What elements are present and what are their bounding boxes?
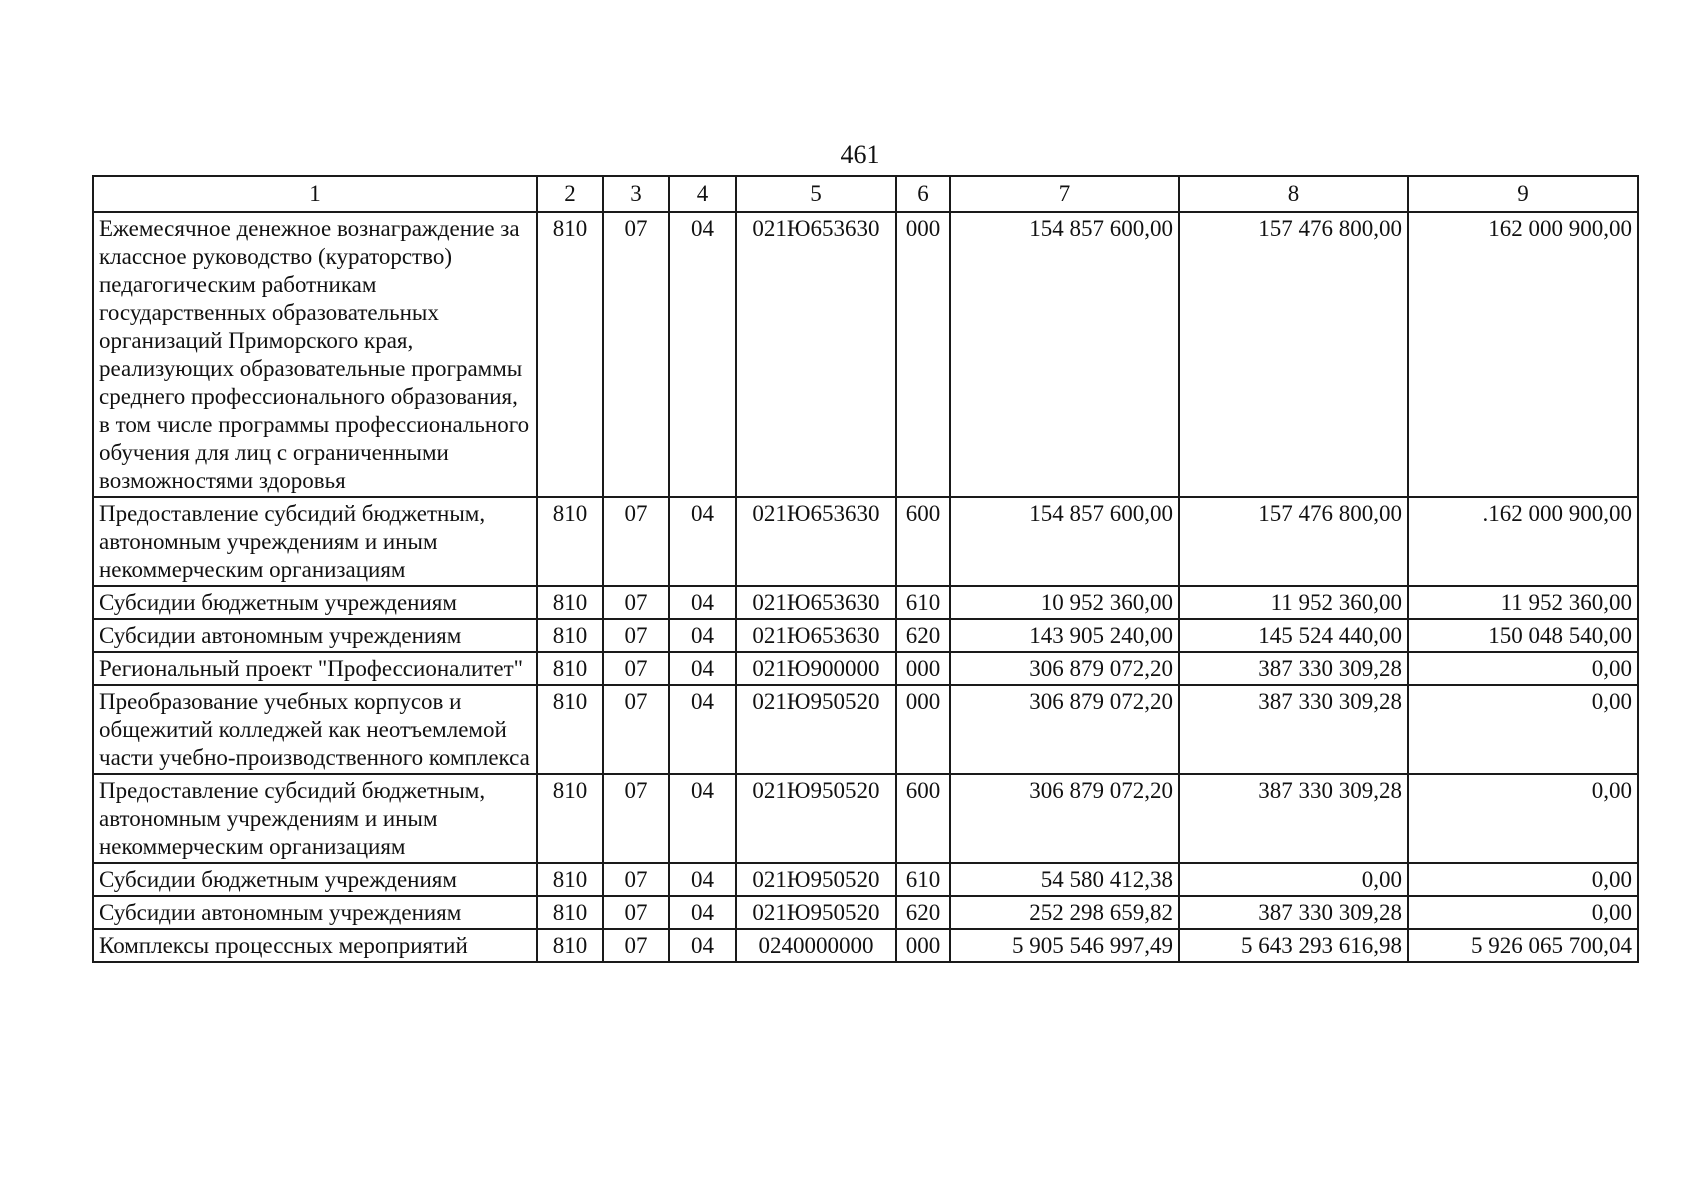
table-row: [93, 929, 1638, 962]
section-code: 07: [603, 497, 669, 586]
amount-year-3: 0,00: [1408, 774, 1638, 863]
amount-year-3: 0,00: [1408, 685, 1638, 774]
table-row: [93, 652, 1638, 685]
subsection-code: 04: [669, 652, 736, 685]
amount-year-3: 0,00: [1408, 896, 1638, 929]
target-article-code: 0240000000: [736, 929, 896, 962]
table-row: [93, 774, 1638, 863]
row-name: Предоставление субсидий бюджетным, автономным учреждениям и иным некоммерческим организациям: [93, 774, 537, 863]
column-header: 9: [1408, 176, 1638, 212]
column-header: 4: [669, 176, 736, 212]
section-code: 07: [603, 929, 669, 962]
amount-year-2: 387 330 309,28: [1179, 652, 1408, 685]
subsection-code: 04: [669, 929, 736, 962]
amount-year-1: 306 879 072,20: [950, 774, 1179, 863]
column-header: 3: [603, 176, 669, 212]
table-row: [93, 619, 1638, 652]
subsection-code: 04: [669, 863, 736, 896]
row-name: Региональный проект "Профессионалитет": [93, 652, 537, 685]
table-row: [93, 497, 1638, 586]
ministry-code: 810: [537, 863, 603, 896]
amount-year-3: 162 000 900,00: [1408, 212, 1638, 497]
amount-year-2: 387 330 309,28: [1179, 774, 1408, 863]
ministry-code: 810: [537, 619, 603, 652]
amount-year-1: 154 857 600,00: [950, 497, 1179, 586]
row-name: Ежемесячное денежное вознаграждение за классное руководство (кураторство) педагогическим работникам государственных образовательных организаций Приморского края, реализующих образовательные программы среднего профессионального образования, в том числе программы профессионального обучения для лиц с ограниченными возможностями здоровья: [93, 212, 537, 497]
ministry-code: 810: [537, 497, 603, 586]
amount-year-2: 5 643 293 616,98: [1179, 929, 1408, 962]
ministry-code: 810: [537, 685, 603, 774]
subsection-code: 04: [669, 212, 736, 497]
header-row: [93, 176, 1638, 212]
ministry-code: 810: [537, 212, 603, 497]
expense-type-code: 620: [896, 896, 950, 929]
amount-year-3: 11 952 360,00: [1408, 586, 1638, 619]
ministry-code: 810: [537, 929, 603, 962]
target-article-code: 021Ю950520: [736, 863, 896, 896]
amount-year-1: 143 905 240,00: [950, 619, 1179, 652]
table-row: [93, 685, 1638, 774]
amount-year-1: 306 879 072,20: [950, 652, 1179, 685]
section-code: 07: [603, 685, 669, 774]
amount-year-3: 5 926 065 700,04: [1408, 929, 1638, 962]
amount-year-2: 387 330 309,28: [1179, 896, 1408, 929]
amount-year-2: 11 952 360,00: [1179, 586, 1408, 619]
amount-year-3: 150 048 540,00: [1408, 619, 1638, 652]
ministry-code: 810: [537, 652, 603, 685]
target-article-code: 021Ю950520: [736, 774, 896, 863]
row-name: Субсидии бюджетным учреждениям: [93, 863, 537, 896]
target-article-code: 021Ю950520: [736, 685, 896, 774]
section-code: 07: [603, 896, 669, 929]
target-article-code: 021Ю653630: [736, 619, 896, 652]
subsection-code: 04: [669, 685, 736, 774]
amount-year-1: 5 905 546 997,49: [950, 929, 1179, 962]
page-number: 461: [840, 140, 880, 169]
amount-year-1: 154 857 600,00: [950, 212, 1179, 497]
expense-type-code: 620: [896, 619, 950, 652]
row-name: Субсидии автономным учреждениям: [93, 619, 537, 652]
column-header: 6: [896, 176, 950, 212]
amount-year-2: 0,00: [1179, 863, 1408, 896]
expense-type-code: 610: [896, 586, 950, 619]
amount-year-2: 145 524 440,00: [1179, 619, 1408, 652]
target-article-code: 021Ю653630: [736, 212, 896, 497]
row-name: Субсидии автономным учреждениям: [93, 896, 537, 929]
subsection-code: 04: [669, 619, 736, 652]
section-code: 07: [603, 212, 669, 497]
amount-year-3: 0,00: [1408, 652, 1638, 685]
amount-year-2: 157 476 800,00: [1179, 497, 1408, 586]
expense-type-code: 600: [896, 774, 950, 863]
expense-type-code: 600: [896, 497, 950, 586]
subsection-code: 04: [669, 497, 736, 586]
expense-type-code: 000: [896, 212, 950, 497]
column-header: 7: [950, 176, 1179, 212]
target-article-code: 021Ю950520: [736, 896, 896, 929]
amount-year-1: 252 298 659,82: [950, 896, 1179, 929]
row-name: Преобразование учебных корпусов и общежитий колледжей как неотъемлемой части учебно-производственного комплекса: [93, 685, 537, 774]
amount-year-1: 306 879 072,20: [950, 685, 1179, 774]
amount-year-2: 387 330 309,28: [1179, 685, 1408, 774]
table-row: [93, 586, 1638, 619]
expense-type-code: 610: [896, 863, 950, 896]
amount-year-1: 10 952 360,00: [950, 586, 1179, 619]
section-code: 07: [603, 863, 669, 896]
ministry-code: 810: [537, 774, 603, 863]
target-article-code: 021Ю900000: [736, 652, 896, 685]
amount-year-3: 0,00: [1408, 863, 1638, 896]
section-code: 07: [603, 586, 669, 619]
column-header: 2: [537, 176, 603, 212]
ministry-code: 810: [537, 896, 603, 929]
section-code: 07: [603, 652, 669, 685]
target-article-code: 021Ю653630: [736, 586, 896, 619]
subsection-code: 04: [669, 774, 736, 863]
table-row: [93, 863, 1638, 896]
section-code: 07: [603, 774, 669, 863]
section-code: 07: [603, 619, 669, 652]
budget-table: [92, 175, 1639, 963]
expense-type-code: 000: [896, 929, 950, 962]
table-row: [93, 896, 1638, 929]
target-article-code: 021Ю653630: [736, 497, 896, 586]
expense-type-code: 000: [896, 652, 950, 685]
ministry-code: 810: [537, 586, 603, 619]
column-header: 8: [1179, 176, 1408, 212]
column-header: 1: [93, 176, 537, 212]
amount-year-2: 157 476 800,00: [1179, 212, 1408, 497]
subsection-code: 04: [669, 896, 736, 929]
amount-year-1: 54 580 412,38: [950, 863, 1179, 896]
row-name: Комплексы процессных мероприятий: [93, 929, 537, 962]
amount-year-3: .162 000 900,00: [1408, 497, 1638, 586]
row-name: Субсидии бюджетным учреждениям: [93, 586, 537, 619]
column-header: 5: [736, 176, 896, 212]
expense-type-code: 000: [896, 685, 950, 774]
table-row: [93, 212, 1638, 497]
row-name: Предоставление субсидий бюджетным, автономным учреждениям и иным некоммерческим организациям: [93, 497, 537, 586]
subsection-code: 04: [669, 586, 736, 619]
